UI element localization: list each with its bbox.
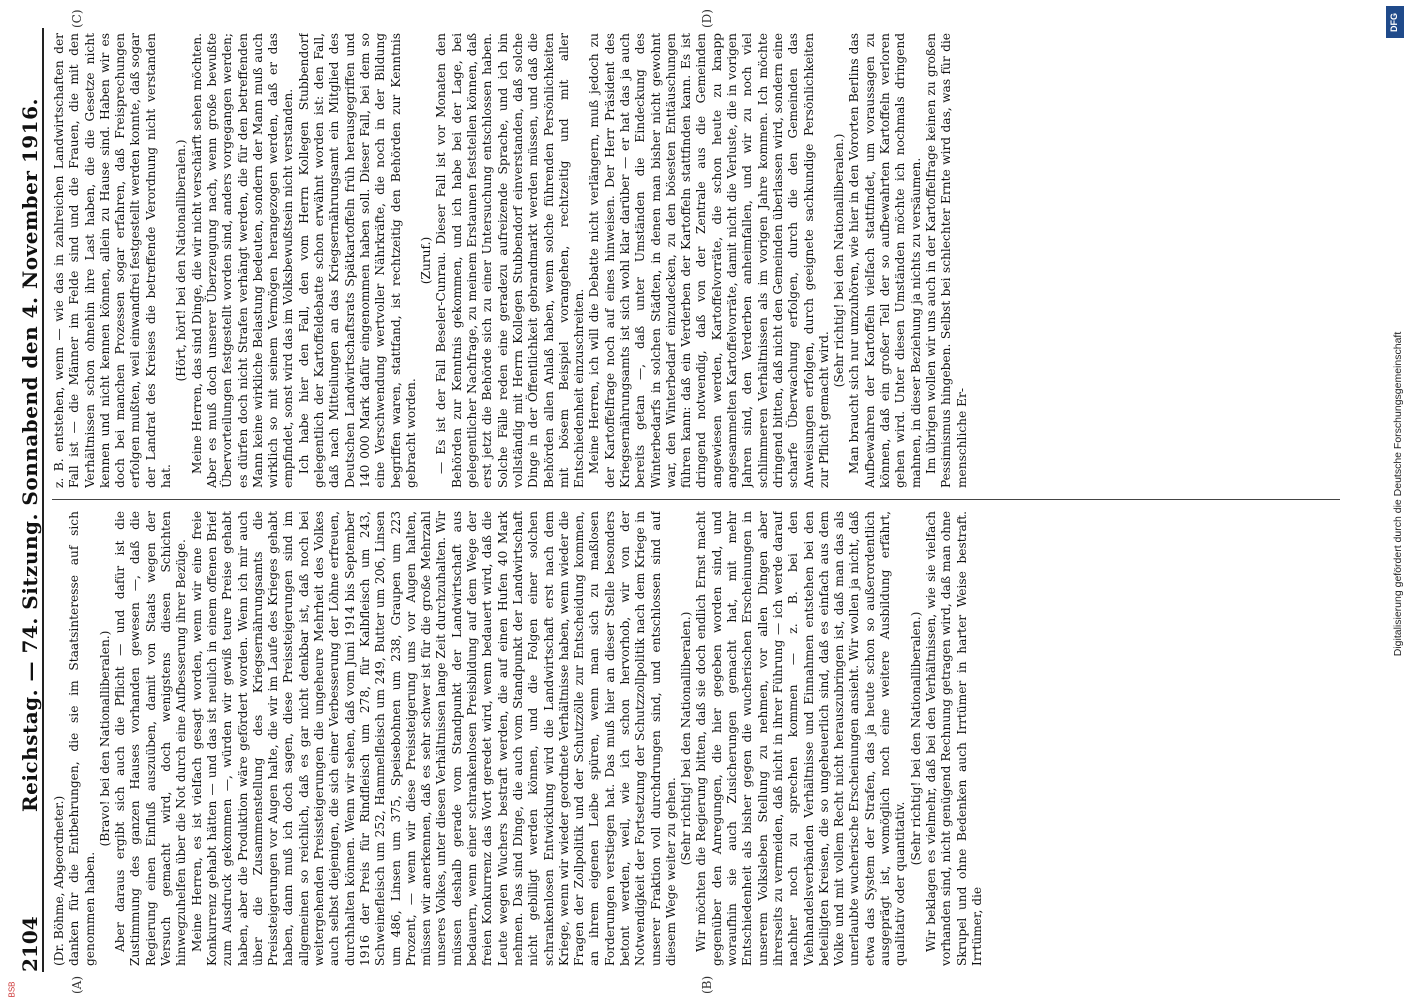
right-column	[52, 33, 1340, 488]
dfg-logo-text: DFG	[1389, 13, 1399, 32]
page-title: Reichstag. — 74. Sitzung. Sonnabend den 4. November 1916.	[18, 98, 42, 812]
interjection: (Sehr richtig! bei den Nationalliberalen.)	[908, 611, 923, 866]
page-header	[8, 28, 44, 972]
margin-mark-a: (A)	[70, 975, 84, 994]
speaker-line: (Dr. Böhme, Abgeordneter.)	[52, 795, 66, 966]
library-stamp: BSB	[7, 981, 17, 998]
interjection: (Hört, hört! bei den Nationalliberalen.)	[174, 139, 189, 382]
paragraph: Ich habe hier den Fall, den vom Herrn Kollegen Stubbendorf gelegentlich der Kartoffeldebatte schon erwähnt worden ist: den Fall, daß nach Mitteilungen an das Kriegsernährungsamt ein Mitglied des Deutschen Landwirtschaftsrats Spätkartoffeln früh herausgegriffen und 140 000 Mark dafür eingenommen haben soll. Dieser Fall, bei dem so eine Verschwendung wertvoller Nährkräfte, die noch in der Bildung begriffen waren, stattfand, ist rechtzeitig den Behörden zur Kenntnis gebracht worden.	[296, 33, 418, 488]
paragraph: Meine Herren, ich will die Debatte nicht verlängern, muß jedoch zu der Kartoffelfrage noch auf eines hinweisen. Der Herr Präsident des Kriegsernährungsamts ist sich wohl klar darüber — er hat das ja auch bereits getan —, daß unter Umständen die Eindeckung des Winterbedarfs in solchen Städten, in denen man bisher nicht gewohnt war, den Winterbedarf einzudecken, zu den bösesten Enttäuschungen führen kann: daß ein Verderben der Kartoffeln stattfinden kann. Es ist dringend notwendig, daß von der Zentrale aus die Gemeinden angewiesen werden, Kartoffelvorräte, die schon heute zu knapp angesammelten Kartoffelvorräte, damit nicht die Verluste, die in vorigen Jahren sind, den Verderben anheimfallen, und wir zu noch viel schlimmeren Verhältnissen als im vorigen Jahre kommen. Ich möchte dringend bitten, daß nicht den Gemeinden überlassen wird, sondern eine scharfe Überwachung erfolgen, durch die den Gemeinden das Anweisungen erfolgen, durch geeignete sachkundige Persönlichkeiten zur Pflicht gemacht wird.	[587, 33, 831, 488]
interjection: (Sehr richtig! bei den Nationalliberalen.)	[679, 611, 694, 866]
paragraph: Wir möchten die Regierung bitten, daß sie doch endlich Ernst macht gegenüber den Anregungen, die hier gegeben worden sind, und woraufhin sie auch Zusicherungen gemacht hat, mit mehr Entschiedenheit als bisher gegen die wucherischen Erscheinungen in unserem Volksleben Stellung zu nehmen, vor allen Dingen aber ihrerseits zu vermeiden, daß nicht in ihrer Führung — ich werde darauf nachher noch zu sprechen kommen — z. B. bei den Viehhandelsverbänden Verhältnisse und Einnahmen entstehen bei den beteiligten Kreisen, die so ungeheuerlich sind, daß es einfach aus dem Volke und mit vollem Recht nicht herauszubringen ist, daß man das als unerlaubte wucherische Erscheinungen ansieht. Wir wollen ja nicht, daß etwa das System der Strafen, das ja heute schon so außerordentlich ausgeprägt ist, womöglich noch eine weitere Ausbildung erfährt, qualitativ oder quantitativ.	[694, 511, 908, 966]
paragraph: z. B. entstehen, wenn — wie das in zahlreichen Landwirtschaften der Fall ist — die Männer im Felde sind und die Frauen, die mit den Verhältnissen schon ohnehin ihre Last haben, die die Gesetze nicht kennen und nicht kennen können, allein zu Hause sind. Haben wir es doch bei manchen Prozessen sogar erfahren, daß Freisprechungen erfolgen mußten, weil einwandfrei festgestellt werden konnte, daß sogar der Landrat des Kreises die betreffende Verordnung nicht verstanden hat.	[52, 33, 174, 488]
dfg-logo	[1386, 6, 1404, 38]
paragraph: danken für die Entbehrungen, die sie im Staatsinteresse auf sich genommen haben.	[67, 511, 97, 966]
paragraph: Im übrigen wollen wir uns auch in der Kartoffelfrage keinen zu großen Pessimismus hingeben. Selbst bei schlechter Ernte wird das, was für die menschliche Er-	[923, 33, 969, 488]
column-divider	[52, 499, 1340, 500]
paragraph: — Es ist der Fall Beseler-Cunrau. Dieser Fall ist vor Monaten den Behörden zur Kenntnis gekommen, und ich habe bei der Lage, bei gelegentlicher Nachfrage, zu meinem Erstaunen feststellen können, daß erst jetzt die Behörde sich zu einer Untersuchung entschlossen haben. Solche Fälle reden eine geradezu aufreizende Sprache, und ich bin vollständig mit Herrn Kollegen Stubbendorf einverstanden, daß solche Dinge in der Öffentlichkeit gebrandmarkt werden müssen, und daß die Behörden allen Anlaß haben, wenn solche führenden Persönlichkeiten mit bösem Beispiel vorangehen, rechtzeitig und mit aller Entschiedenheit einzuschreiten.	[434, 33, 587, 488]
paragraph: Meine Herren, das sind Dinge, die wir nicht verschärft sehen möchten. Aber es muß doch unserer Überzeugung nach, wenn große bewußte Übervorteilungen festgestellt worden sind, anders vorgegangen werden; es dürfen doch nicht Strafen verhängt werden, die für den betreffenden Mann keine wirkliche Belastung bedeuten, sondern der Mann muß auch wirklich so mit seinem Vermögen herangezogen werden, daß er das empfindet, sonst wird das im Volksbewußtsein nicht verstanden.	[189, 33, 296, 488]
left-column	[52, 511, 1340, 966]
margin-mark-b: (B)	[700, 975, 714, 994]
interjection: (Sehr richtig! bei den Nationalliberalen.)	[832, 133, 847, 388]
credit-text: Digitalisierung gefördert durch die Deutsche Forschungsgemeinschaft	[1392, 331, 1404, 657]
paragraph: Man braucht sich nur umzuhören, wie hier in den Vororten Berlins das Aufbewahren der Kartoffeln vielfach stattfindet, um voraussagen zu können, daß ein großer Teil der so aufbewahrten Kartoffeln verloren gehen wird. Unter diesen Umständen möchte ich nochmals dringend mahnen, in dieser Beziehung ja nichts zu versäumen.	[847, 33, 923, 488]
paragraph: Wir beklagen es vielmehr, daß bei den Verhältnissen, wie sie vielfach vorhanden sind, nicht genügend Rechnung getragen wird, daß man ohne Skrupel und ohne Bedenken auch Irrtümer in harter Weise bestraft. Irrtümer, die	[923, 511, 984, 966]
paragraph: Aber daraus ergibt sich auch die Pflicht — und dafür ist die Zustimmung des ganzen Hauses vorhanden gewesen —, daß die Regierung einen Einfluß auszuüben, damit von Staats wegen der Versuch gemacht wird, doch wenigstens diesen Schichten hinwegzuhelfen über die Not durch eine Aufbesserung ihrer Bezüge.	[113, 511, 189, 966]
paragraph: Meine Herren, es ist vielfach gesagt worden, wenn wir eine freie Konkurrenz gehabt hätten — und das ist neulich in einem offenen Brief zum Ausdruck gekommen —, würden wir gewiß teure Preise gehabt haben, aber die Produktion wäre gefördert worden. Wenn ich mir auch über die Zusammenstellung des Kriegsernährungsamts die Preissteigerungen vor Augen halte, die wir im Laufe des Krieges gehabt haben, dann muß ich doch sagen, diese Preissteigerungen sind im allgemeinen so reichlich, daß es gar nicht denkbar ist, daß noch bei weitergehenden Preissteigerungen die ungeheure Mehrheit des Volkes auch selbst diejenigen, die sich einer Verbesserung der Löhne erfreuen, durchhalten können. Wenn wir sehen, daß vom Juni 1914 bis September 1916 der Preis für Rindfleisch um 278, für Kalbfleisch um 243, Schweinefleisch um 252, Hammelfleisch um 249, Butter um 206, Linsen um 486, Linsen um 375, Speisebohnen um 238, Graupen um 223 Prozent, — wenn wir diese Preissteigerung uns vor Augen halten, müssen wir anerkennen, daß es sehr schwer ist für die große Mehrzahl unseres Volkes, unter diesen Verhältnissen lange Zeit durchzuhalten. Wir müssen deshalb gerade vom Standpunkt der Landwirtschaft aus bedauern, wenn einer schrankenlosen Preisbildung auf dem Wege der freien Konkurrenz das Wort geredet wird, wenn bedauert wird, daß die Leute wegen Wuchers bestraft werden, die auf einen Hufen 40 Mark nehmen. Das sind Dinge, die auch vom Standpunkt der Landwirtschaft nicht gebilligt werden können, und die Folgen einer solchen schrankenlosen Entwicklung wird die Landwirtschaft erst nach dem Kriege, wenn wir wieder geordnete Verhältnisse haben, wenn wieder die Fragen der Zollpolitik und der Schutzzölle zur Entscheidung kommen, an ihrem eigenen Leibe spüren, wenn man sich zu maßlosen Forderungen verstiegen hat. Das muß hier an dieser Stelle besonders betont werden, weil, wie ich schon hervorhob, wir von der Notwendigkeit der Fortsetzung der Schutzzollpolitik nach dem Kriege in unserer Fraktion voll durchdrungen sind, und entschlossen sind auf diesem Wege weiter zu gehen.	[189, 511, 678, 966]
margin-mark-c: (C)	[70, 9, 84, 28]
interjection: (Zuruf.)	[419, 236, 434, 285]
margin-mark-d: (D)	[700, 9, 714, 28]
interjection: (Bravo! bei den Nationalliberalen.)	[97, 630, 112, 847]
page-number: 2104	[18, 916, 42, 972]
digitization-credit	[1388, 8, 1402, 992]
